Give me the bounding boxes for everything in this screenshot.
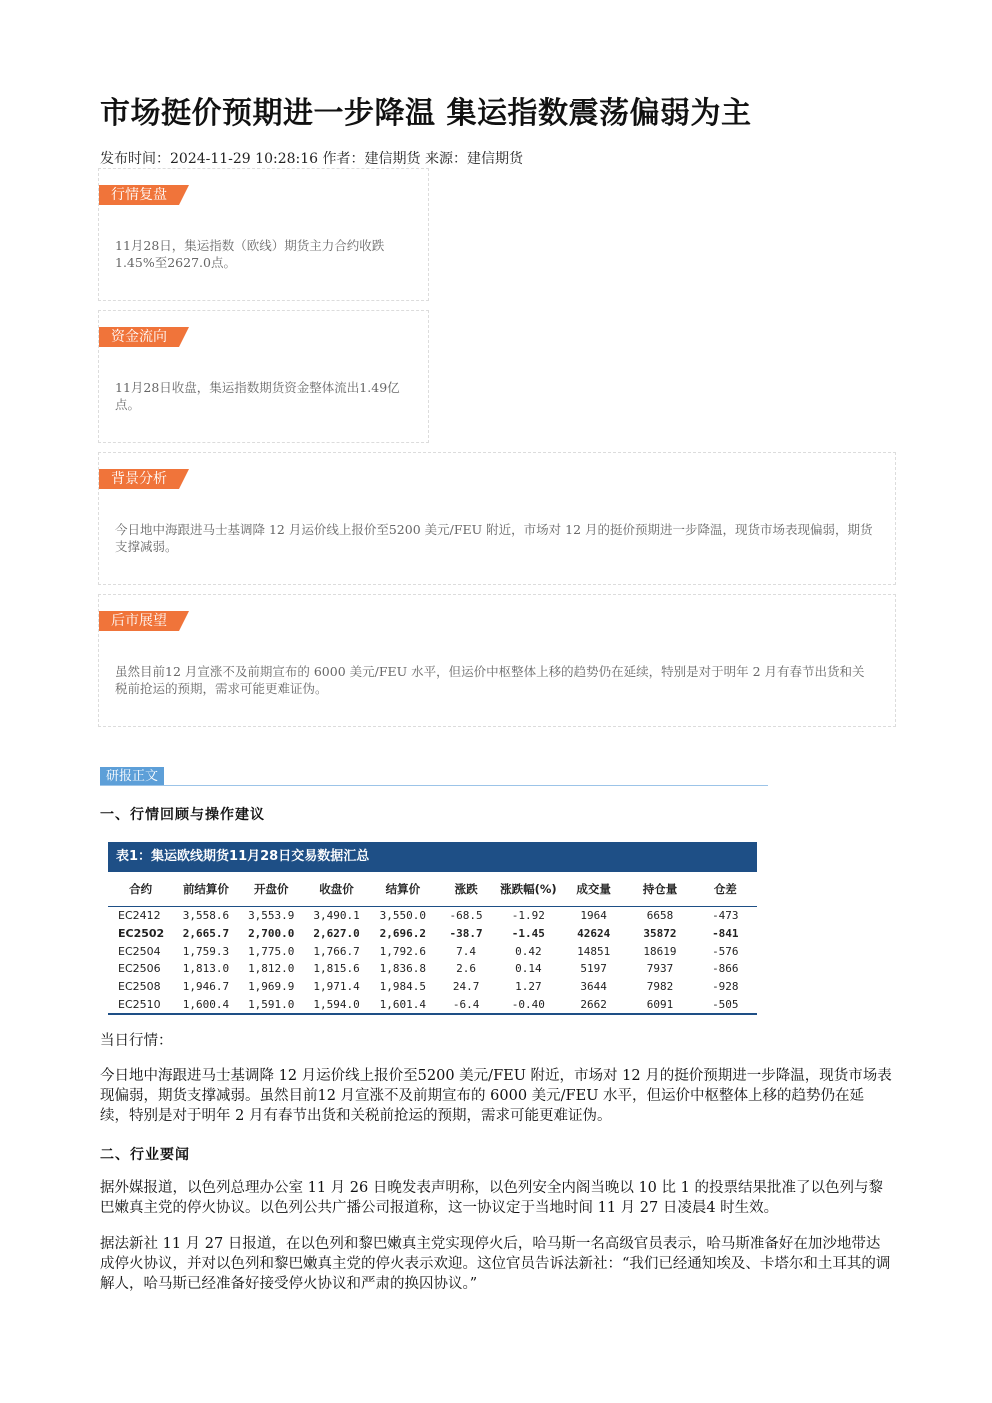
table-cell: 24.7 — [452, 980, 480, 994]
card-text: 今日地中海跟进马士基调降 12 月运价线上报价至5200 美元/FEU 附近，市场对 12 月的挺价预期进一步降温，现货市场表现偏弱，期货支撑减弱。 — [115, 522, 873, 554]
col-header: 成交量 — [561, 872, 626, 907]
table-cell: EC2508 — [118, 980, 161, 994]
col-header: 仓差 — [694, 872, 757, 907]
table-cell: 1,836.8 — [379, 962, 427, 976]
table-cell: 7.4 — [456, 944, 477, 958]
table-cell: 1,969.9 — [248, 980, 295, 994]
table-cell: 1,601.4 — [369, 995, 436, 1014]
col-header: 持仓量 — [626, 872, 693, 907]
table-cell: 3,550.0 — [379, 909, 427, 923]
card-tag: 行情复盘 — [99, 185, 179, 205]
section-divider — [100, 785, 768, 786]
table-cell: EC2510 — [108, 995, 173, 1014]
table-cell: 1.27 — [515, 980, 542, 994]
table-title: 表1：集运欧线期货11月28日交易数据汇总 — [108, 842, 757, 872]
col-header: 涨跌幅(%) — [496, 872, 561, 907]
table-cell: 1964 — [580, 909, 607, 923]
card-tag: 背景分析 — [99, 469, 179, 489]
table-cell: 7937 — [646, 962, 674, 976]
table-cell: 2,627.0 — [313, 927, 360, 941]
table-cell: -866 — [712, 962, 739, 976]
card-tag: 资金流向 — [99, 327, 179, 347]
table-cell: -38.7 — [449, 927, 483, 941]
table-cell: 1,812.0 — [248, 962, 295, 976]
col-header: 合约 — [108, 872, 173, 907]
table-cell: 6658 — [646, 909, 674, 923]
table-cell: -841 — [712, 927, 739, 941]
card-outlook — [98, 594, 896, 727]
news-paragraph: 据法新社 11 月 27 日报道，在以色列和黎巴嫩真主党实现停火后，哈马斯一名高级官员表示，哈马斯准备好在加沙地带达成停火协议，并对以色列和黎巴嫩真主党的停火表示欢迎。这位官员告诉法新社：“我们已经通知埃及、卡塔尔和土耳其的调解人，哈马斯已经准备好接受停火协议和严肃的换囚协议。” — [100, 1236, 891, 1292]
card-tag: 后市展望 — [99, 611, 179, 631]
card-text: 11月28日，集运指数（欧线）期货主力合约收跌1.45%至2627.0点。 — [115, 238, 385, 270]
table-row — [108, 960, 757, 978]
card-fund-flow — [98, 310, 429, 443]
table-cell: 2,665.7 — [182, 927, 230, 941]
table-header-row — [108, 872, 757, 907]
table-cell: EC2506 — [118, 962, 161, 976]
table-cell: -576 — [712, 944, 739, 958]
table-cell: -68.5 — [449, 909, 483, 923]
table-cell: 3,553.9 — [248, 909, 295, 923]
article-meta: 发布时间：2024-11-29 10:28:16 作者：建信期货 来源：建信期货 — [100, 151, 523, 167]
table-cell: 2,700.0 — [248, 927, 295, 941]
table-cell: EC2412 — [118, 909, 161, 923]
table-row — [108, 925, 757, 943]
news-paragraph: 据外媒报道，以色列总理办公室 11 月 26 日晚发表声明称，以色列安全内阁当晚以 10 比 1 的投票结果批准了以色列与黎巴嫩真主党的停火协议。以色列公共广播公司报道称，这一协议定于当地时间 11 月 27 日凌晨4 时生效。 — [100, 1180, 883, 1216]
table-cell: 1,946.7 — [182, 980, 230, 994]
table-cell: 1,813.0 — [182, 962, 230, 976]
col-header: 结算价 — [369, 872, 436, 907]
col-header: 涨跌 — [437, 872, 496, 907]
table-cell: 6091 — [626, 995, 693, 1014]
table-cell: 1,775.0 — [248, 944, 295, 958]
article-title: 市场挺价预期进一步降温 集运指数震荡偏弱为主 — [100, 96, 752, 131]
table-cell: EC2502 — [118, 927, 165, 941]
col-header: 开盘价 — [239, 872, 304, 907]
card-text: 11月28日收盘，集运指数期货资金整体流出1.49亿点。 — [115, 380, 400, 412]
daily-text: 今日地中海跟进马士基调降 12 月运价线上报价至5200 美元/FEU 附近，市场对 12 月的挺价预期进一步降温，现货市场表现偏弱，期货支撑减弱。虽然目前12 月宣涨不及前期宣布的 6000 美元/FEU 水平，但运价中枢整体上移的趋势仍在延续，特别是对于明年 2 月有春节出货和关税前抢运的预期，需求可能更难证伪。 — [100, 1068, 892, 1124]
table-cell: 1,766.7 — [313, 944, 360, 958]
table-cell: 3,490.1 — [313, 909, 360, 923]
table-cell: 35872 — [643, 927, 677, 941]
card-text: 虽然目前12 月宣涨不及前期宣布的 6000 美元/FEU 水平，但运价中枢整体上移的趋势仍在延续，特别是对于明年 2 月有春节出货和关税前抢运的预期，需求可能更难证伪。 — [115, 664, 865, 696]
table-row — [108, 995, 757, 1014]
table-cell: 3,558.6 — [182, 909, 230, 923]
trading-data-table — [108, 872, 757, 1015]
table-cell: 0.14 — [515, 962, 542, 976]
table-cell: 0.42 — [515, 944, 542, 958]
table-cell: -928 — [712, 980, 739, 994]
table-cell: 1,759.3 — [182, 944, 230, 958]
daily-label: 当日行情： — [100, 1033, 173, 1049]
table-cell: 1,815.6 — [313, 962, 360, 976]
table-cell: EC2504 — [118, 944, 161, 958]
card-market-review — [98, 168, 429, 301]
table-cell: 42624 — [577, 927, 611, 941]
col-header: 前结算价 — [173, 872, 238, 907]
table-row — [108, 942, 757, 960]
table-cell: 1,594.0 — [304, 995, 369, 1014]
table-cell: 1,984.5 — [379, 980, 427, 994]
table-cell: 1,792.6 — [379, 944, 427, 958]
table-cell: -1.45 — [511, 927, 545, 941]
col-header: 收盘价 — [304, 872, 369, 907]
table-cell: 3644 — [580, 980, 607, 994]
card-background — [98, 452, 896, 585]
table-cell: 1,600.4 — [173, 995, 238, 1014]
heading-industry-news: 二、行业要闻 — [100, 1147, 190, 1163]
section-tag: 研报正文 — [100, 767, 164, 786]
table-cell: 14851 — [577, 944, 611, 958]
table-row — [108, 978, 757, 996]
table-cell: 5197 — [580, 962, 607, 976]
table-cell: -6.4 — [437, 995, 496, 1014]
table-cell: 2,696.2 — [379, 927, 427, 941]
table-cell: 2662 — [561, 995, 626, 1014]
table-cell: -505 — [694, 995, 757, 1014]
table-cell: -473 — [712, 909, 739, 923]
table-cell: -1.92 — [511, 909, 545, 923]
heading-market-review: 一、行情回顾与操作建议 — [100, 807, 265, 823]
table-cell: 1,971.4 — [313, 980, 360, 994]
table-cell: 2.6 — [456, 962, 477, 976]
table-cell: 18619 — [643, 944, 677, 958]
table-row — [108, 907, 757, 925]
table-cell: 7982 — [646, 980, 674, 994]
table-cell: 1,591.0 — [239, 995, 304, 1014]
table-cell: -0.40 — [496, 995, 561, 1014]
